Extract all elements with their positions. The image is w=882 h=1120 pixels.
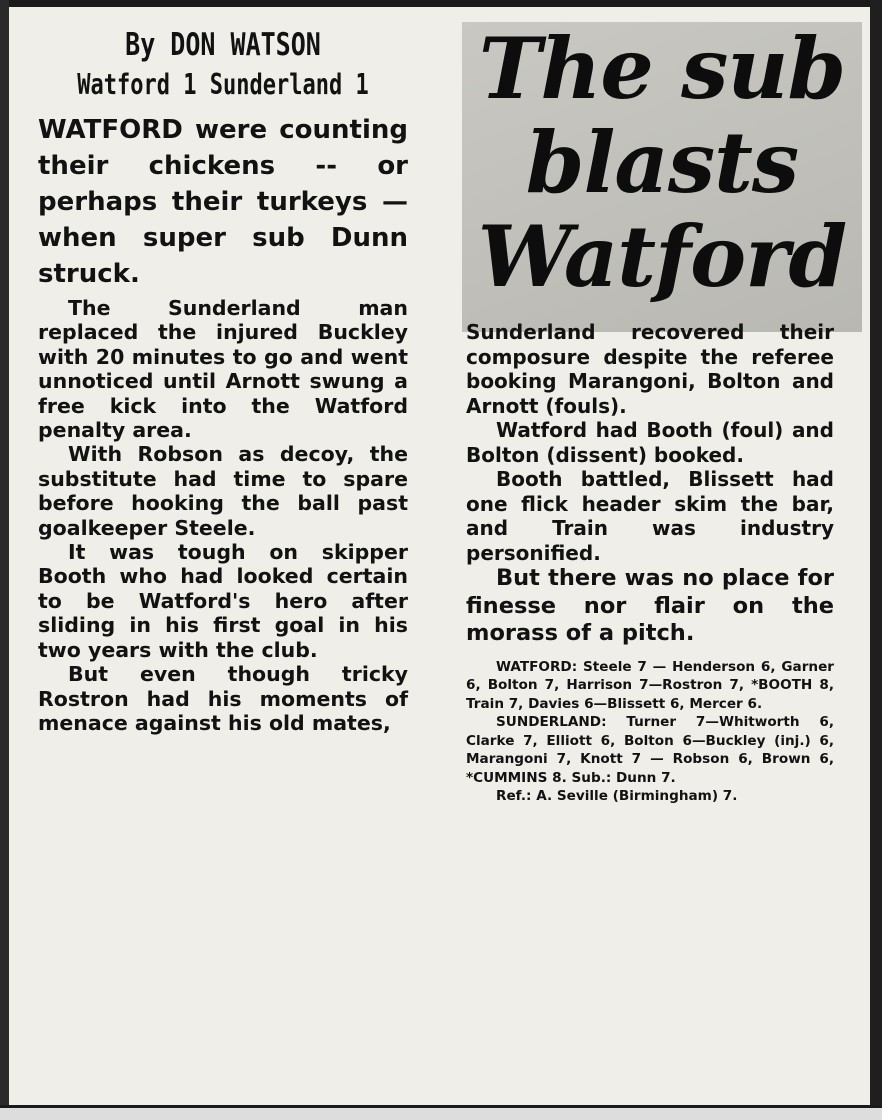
clipping-border-right: [870, 0, 882, 1120]
team-lineup-watford: WATFORD: Steele 7 — Henderson 6, Garner 6, Bolton 7, Harrison 7—Rostron 7, *BOOTH 8, Train 7, Davies 6—Blissett 6, Mercer 6.: [466, 658, 834, 712]
headline-line-2: blasts: [525, 113, 799, 212]
right-column: [466, 320, 834, 806]
body-paragraph: Watford had Booth (foul) and Bolton (dissent) booked.: [466, 418, 834, 467]
clipping-border-left: [0, 0, 9, 1120]
referee-line: Ref.: A. Seville (Birmingham) 7.: [496, 788, 738, 804]
body-paragraph: But even though tricky Rostron had his moments of menace against his old mates,: [38, 662, 408, 735]
team-lineup-sunderland: SUNDERLAND: Turner 7—Whitworth 6, Clarke 7, Elliott 6, Bolton 6—Buckley (inj.) 6, Marangoni 7, Knott 7 — Robson 6, Brown 6, *CUMMINS 8. Sub.: Dunn 7.: [466, 714, 834, 786]
body-paragraph: Booth battled, Blissett had one flick header skim the bar, and Train was industry personified.: [466, 467, 834, 565]
headline-block: [462, 19, 862, 332]
body-paragraph: Sunderland recovered their composure despite the referee booking Marangoni, Bolton and Arnott (fouls).: [466, 320, 834, 418]
byline: By DON WATSON: [125, 26, 321, 63]
body-paragraph: The Sunderland man replaced the injured Buckley with 20 minutes to go and went unnoticed until Arnott swung a free kick into the Watford penalty area.: [38, 296, 408, 443]
headline-line-3: Watford: [477, 207, 847, 306]
score-line: Watford 1 Sunderland 1: [77, 69, 369, 102]
clipping-border-bottom: [0, 1105, 882, 1120]
lead-paragraph: WATFORD were counting their chickens -- or perhaps their turkeys —when super sub Dunn struck.: [38, 115, 408, 289]
clipping-border-top: [0, 0, 882, 7]
body-paragraph: It was tough on skipper Booth who had looked certain to be Watford's hero after sliding in his first goal in his two years with the club.: [38, 540, 408, 662]
left-column: [38, 26, 408, 735]
headline-line-1: The sub: [478, 19, 846, 118]
body-paragraph: With Robson as decoy, the substitute had time to spare before hooking the ball past goalkeeper Steele.: [38, 442, 408, 540]
body-paragraph: But there was no place for finesse nor flair on the morass of a pitch.: [466, 565, 834, 646]
